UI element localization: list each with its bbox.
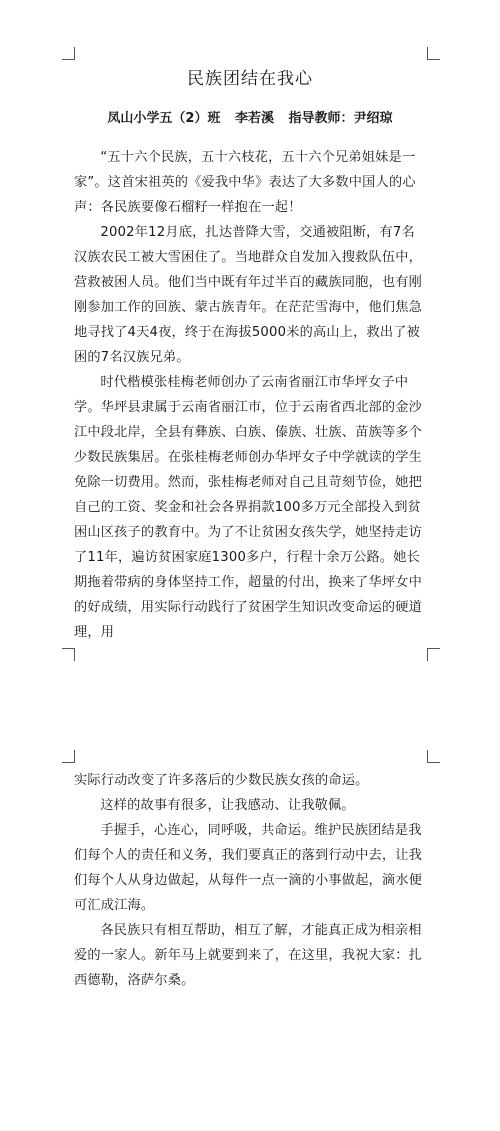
crop-mark-top-right: [427, 47, 440, 60]
crop-mark-top-left: [62, 750, 75, 763]
paragraph-continuation: 实际行动改变了许多落后的少数民族女孩的命运。: [74, 773, 369, 788]
byline-class: 凤山小学五（2）班: [107, 111, 221, 126]
paragraph-new-year: 各民族只有相互帮助，相互了解，才能真正成为相亲相爱的一家人。新年马上就要到来了，在这里，我祝大家：扎西德勒，洛萨尔桑。: [74, 923, 423, 988]
page-2: [0, 725, 500, 1131]
paragraph-zhada-rescue: 2002年12月底，扎达普降大雪，交通被阻断，有7名汉族农民工被大雪困住了。当地群众自发加入搜救队伍中，营救被困人员。他们当中既有年过半百的藏族同胞，也有刚刚参加工作的回族、蒙古族青年。在茫茫雪海中，他们焦急地寻找了4天4夜，终于在海拔5000米的高山上，救出了被困的7名汉族兄弟。: [74, 225, 423, 365]
crop-mark-top-left: [62, 47, 75, 60]
paragraph-responsibility: 手握手，心连心，同呼吸，共命运。维护民族团结是我们每个人的责任和义务，我们要真正的落到行动中去，让我们每个人从身边做起，从每件一点一滴的小事做起，滴水便可汇成江海。: [74, 823, 423, 913]
byline-author: 李若溪: [235, 111, 275, 126]
paragraph-zhang-guimei: 时代楷模张桂梅老师创办了云南省丽江市华坪女子中学。华坪县隶属于云南省丽江市，位于云南省西北部的金沙江中段北岸，全县有彝族、白族、傣族、壮族、苗族等多个少数民族集居。在张桂梅老师创办华坪女子中学就读的学生免除一切费用。然而，张桂梅老师对自己且苛刻节俭，她把自己的工资、奖金和社会各界捐款100多万元全部投入到贫困山区孩子的教育中。为了不让贫困女孩失学，她坚持走访了11年，遍访贫困家庭1300多户，行程十余万公路。她长期拖着带病的身体坚持工作，超量的付出，换来了华坪女中的好成绩，用实际行动践行了贫困学生知识改变命运的硬道理，用: [74, 375, 423, 640]
byline-teacher: 指导教师：尹绍琼: [288, 111, 393, 126]
page-2-body: [74, 768, 428, 993]
document-title: 民族团结在我心: [187, 69, 313, 89]
byline: [0, 107, 500, 126]
page-1-body: [74, 145, 428, 645]
crop-mark-bottom-right: [427, 648, 440, 661]
paragraph-intro: “五十六个民族，五十六枝花，五十六个兄弟姐妹是一家”。这首宋祖英的《爱我中华》表达了大多数中国人的心声：各民族要像石榴籽一样抱在一起！: [74, 150, 416, 215]
crop-mark-bottom-left: [62, 648, 75, 661]
paragraph-moved: 这样的故事有很多，让我感动、让我敬佩。: [100, 798, 355, 813]
crop-mark-top-right: [427, 750, 440, 763]
